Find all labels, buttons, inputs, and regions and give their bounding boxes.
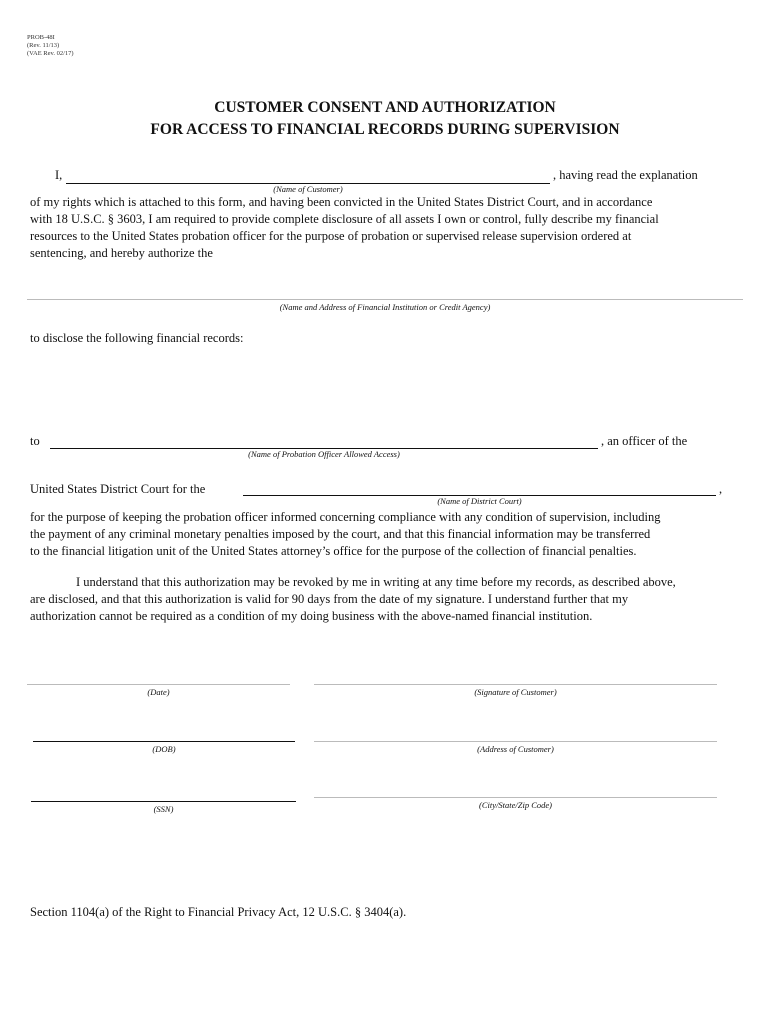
paragraph-line: to the financial litigation unit of the United States attorney’s office for the purpose of the collection of financial penalties. (30, 544, 637, 558)
address-field[interactable] (314, 741, 717, 742)
title-line-2: FOR ACCESS TO FINANCIAL RECORDS DURING SUPERVISION (150, 121, 620, 138)
paragraph-purpose (30, 509, 661, 560)
city-state-zip-field[interactable] (314, 797, 717, 798)
signature-caption: (Signature of Customer) (474, 687, 557, 697)
footer-citation: Section 1104(a) of the Right to Financial Privacy Act, 12 U.S.C. § 3404(a). (30, 905, 407, 919)
officer-caption: (Name of Probation Officer Allowed Access) (248, 449, 400, 459)
paragraph-line: resources to the United States probation officer for the purpose of probation or supervised release supervision ordered at (30, 229, 632, 243)
paragraph-line: I understand that this authorization may be revoked by me in writing at any time before my records, as described above, (76, 575, 676, 589)
institution-caption: (Name and Address of Financial Institution or Credit Agency) (279, 302, 491, 312)
dob-caption: (DOB) (152, 744, 176, 754)
paragraph-line: the payment of any criminal monetary penalties imposed by the court, and that this financial information may be transferred (30, 527, 651, 541)
customer-prefix: I, (55, 168, 63, 182)
district-prefix: United States District Court for the (30, 482, 206, 496)
paragraph-line: with 18 U.S.C. § 3603, I am required to provide complete disclosure of all assets I own or control, fully describe my financial (30, 212, 659, 226)
paragraph-line: authorization cannot be required as a condition of my doing business with the above-named financial institution. (30, 609, 593, 623)
paragraph-rights (30, 194, 659, 262)
paragraph-line: of my rights which is attached to this form, and having been convicted in the United States District Court, and in accordance (30, 195, 653, 209)
paragraph-revocation (30, 574, 740, 625)
dob-field[interactable] (33, 741, 295, 742)
records-text: to disclose the following financial records: (30, 331, 244, 345)
ssn-field[interactable] (31, 801, 296, 802)
paragraph-line: sentencing, and hereby authorize the (30, 246, 213, 260)
district-caption: (Name of District Court) (437, 496, 522, 506)
institution-field[interactable] (27, 299, 743, 300)
city-state-zip-caption: (City/State/Zip Code) (479, 800, 552, 810)
officer-prefix: to (30, 434, 40, 448)
title-line-1: CUSTOMER CONSENT AND AUTHORIZATION (214, 99, 556, 116)
date-field[interactable] (27, 684, 290, 685)
form-vae-revision: (VAE Rev. 02/17) (27, 50, 74, 57)
customer-name-caption: (Name of Customer) (273, 184, 343, 194)
signature-field[interactable] (314, 684, 717, 685)
address-caption: (Address of Customer) (477, 744, 554, 754)
form-revision: (Rev. 11/13) (27, 42, 60, 49)
paragraph-line: are disclosed, and that this authorization is valid for 90 days from the date of my signature. I understand further that my (30, 592, 629, 606)
form-number: PROB-48I (27, 34, 55, 41)
district-suffix: , (719, 482, 723, 496)
officer-suffix: , an officer of the (601, 434, 688, 448)
ssn-caption: (SSN) (153, 804, 174, 814)
financial-records-area[interactable] (30, 352, 740, 422)
date-caption: (Date) (147, 687, 170, 697)
paragraph-line: for the purpose of keeping the probation officer informed concerning compliance with any condition of supervision, including (30, 510, 661, 524)
customer-suffix: , having read the explanation (553, 168, 698, 182)
form-identifier (27, 34, 74, 58)
